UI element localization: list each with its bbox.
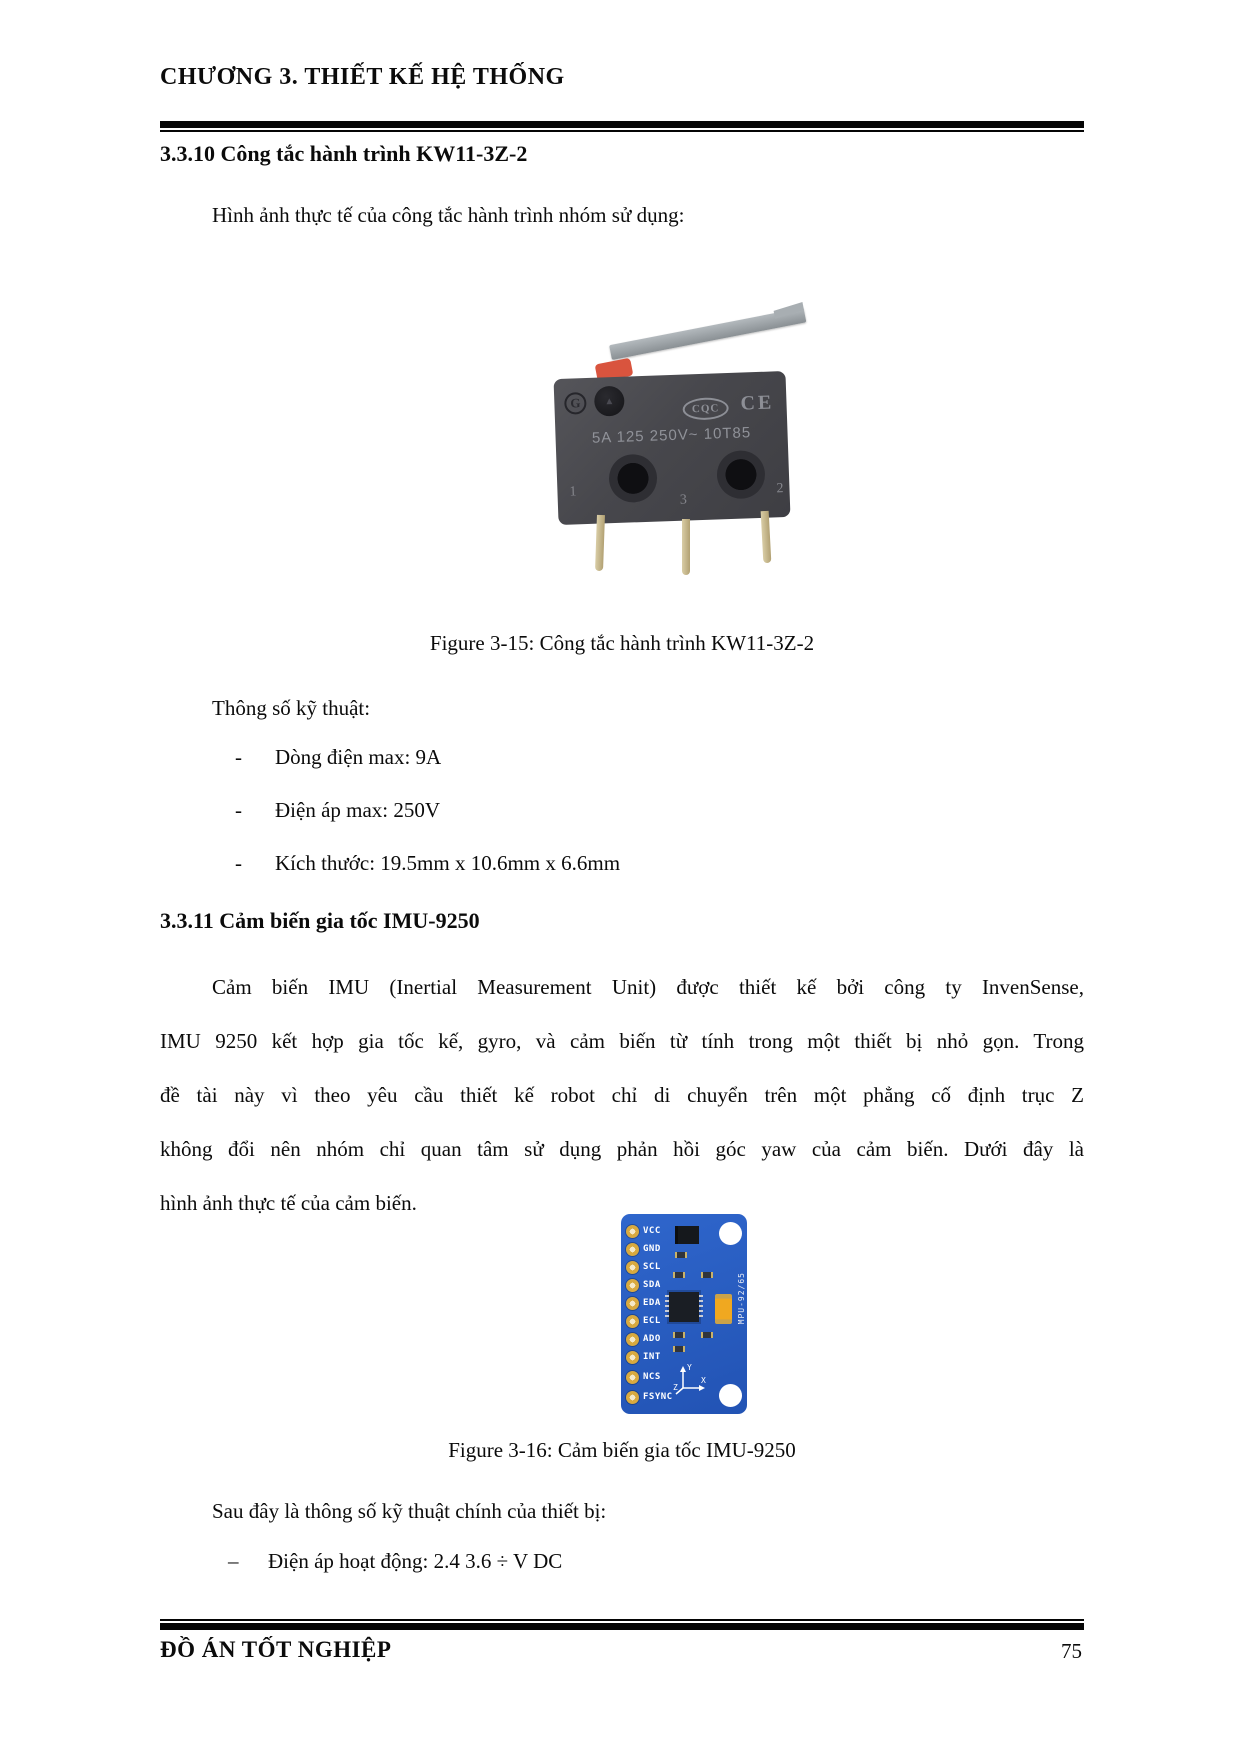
section-heading-3-3-11: 3.3.11 Cảm biến gia tốc IMU-9250 xyxy=(160,908,480,933)
imu-pin-row xyxy=(626,1296,661,1310)
solder-pad xyxy=(626,1351,639,1364)
spec-text: Kích thước: 19.5mm x 10.6mm x 6.6mm xyxy=(275,851,621,875)
mounting-hole xyxy=(719,1222,742,1245)
bullet-marker: - xyxy=(235,798,242,822)
figure-3-15-caption: Figure 3-15: Công tắc hành trình KW11-3Z-2 xyxy=(429,631,815,655)
figure-limit-switch-photo xyxy=(500,295,840,585)
paragraph-line: Cảm biến IMU (Inertial Measurement Unit) được thiết kế bởi công ty InvenSense, xyxy=(212,975,1084,999)
solder-pad xyxy=(626,1225,639,1238)
imu-pin-row xyxy=(626,1350,661,1364)
header-rule-thin xyxy=(160,130,1084,132)
switch-terminal-pin xyxy=(595,515,605,571)
paragraph-line: đề tài này vì theo yêu cầu thiết kế robot chỉ di chuyển trên một phẳng cố định trục Z xyxy=(160,1083,1084,1107)
ce-certification-mark: CE xyxy=(740,391,775,415)
switch-g-mark: G xyxy=(564,392,587,415)
smd-component xyxy=(673,1332,685,1338)
bullet-marker: - xyxy=(235,851,242,875)
solder-pad xyxy=(626,1243,639,1256)
pin-label: NCS xyxy=(643,1372,661,1382)
axis-label-y: Y xyxy=(687,1363,692,1372)
page-number: 75 xyxy=(1061,1639,1082,1663)
pin-label: VCC xyxy=(643,1226,661,1236)
footer-title: ĐỒ ÁN TỐT NGHIỆP xyxy=(160,1637,392,1662)
axis-orientation-icon xyxy=(673,1362,709,1396)
header-rule-thick xyxy=(160,121,1084,128)
pin-label: SDA xyxy=(643,1280,661,1290)
smd-component xyxy=(675,1252,687,1258)
switch-plunger-circle: ▲ xyxy=(594,386,625,417)
solder-pad xyxy=(626,1279,639,1292)
spec-text: Dòng điện max: 9A xyxy=(275,745,442,769)
axis-label-z: Z xyxy=(673,1383,678,1392)
smd-component xyxy=(701,1272,713,1278)
imu-description-paragraph xyxy=(160,975,1084,1245)
switch-terminal-number: 1 xyxy=(569,484,577,500)
switch-screw-hole xyxy=(608,454,658,504)
intro-text: Hình ảnh thực tế của công tắc hành trình nhóm sử dụng: xyxy=(212,203,685,227)
imu-specs-intro: Sau đây là thông số kỹ thuật chính của thiết bị: xyxy=(212,1499,607,1523)
switch-terminal-number: 2 xyxy=(776,481,784,497)
board-silkscreen-label: MPU-92/65 xyxy=(737,1272,746,1325)
section-heading-3-3-10: 3.3.10 Công tắc hành trình KW11-3Z-2 xyxy=(160,141,528,166)
chapter-header: CHƯƠNG 3. THIẾT KẾ HỆ THỐNG xyxy=(160,64,565,90)
imu-pin-row xyxy=(626,1260,661,1274)
switch-lever-arm xyxy=(609,307,806,360)
solder-pad xyxy=(626,1261,639,1274)
capacitor-component xyxy=(715,1294,732,1324)
spec-text: Điện áp max: 250V xyxy=(275,798,441,822)
solder-pad xyxy=(626,1315,639,1328)
pin-label: GND xyxy=(643,1244,661,1254)
bullet-marker: - xyxy=(235,745,242,769)
smd-component xyxy=(673,1346,685,1352)
solder-pad xyxy=(626,1371,639,1384)
cqc-certification-mark: CQC xyxy=(682,397,729,421)
pin-label: ADO xyxy=(643,1334,661,1344)
axis-label-x: X xyxy=(701,1376,706,1385)
switch-terminal-pin xyxy=(761,511,772,563)
imu-pin-row xyxy=(626,1314,661,1328)
spec-text: Điện áp hoạt động: 2.4 3.6 ÷ V DC xyxy=(268,1549,563,1573)
pin-label: EDA xyxy=(643,1298,661,1308)
pin-label: INT xyxy=(643,1352,661,1362)
imu-pin-row xyxy=(626,1224,661,1238)
pin-label: FSYNC xyxy=(643,1392,673,1402)
bullet-marker: – xyxy=(228,1549,239,1573)
switch-rating-text: 5A 125 250V~ 10T85 xyxy=(591,424,752,447)
regulator-ic xyxy=(675,1226,699,1244)
imu-pin-row xyxy=(626,1332,661,1346)
switch-terminal-pin xyxy=(682,519,690,575)
solder-pad xyxy=(626,1391,639,1404)
footer-rule-thick xyxy=(160,1623,1084,1630)
smd-component xyxy=(701,1332,713,1338)
figure-3-16-caption: Figure 3-16: Cảm biến gia tốc IMU-9250 xyxy=(448,1438,796,1462)
imu-pin-row xyxy=(626,1242,661,1256)
solder-pad xyxy=(626,1297,639,1310)
switch-body xyxy=(554,371,791,525)
paragraph-line: IMU 9250 kết hợp gia tốc kế, gyro, và cảm biến từ tính trong một thiết bị nhỏ gọn. Trong xyxy=(160,1029,1084,1053)
paragraph-line: hình ảnh thực tế của cảm biến. xyxy=(160,1191,417,1215)
switch-screw-hole xyxy=(716,450,766,500)
solder-pad xyxy=(626,1333,639,1346)
paragraph-line: không đổi nên nhóm chỉ quan tâm sử dụng phản hồi góc yaw của cảm biến. Dưới đây là xyxy=(160,1137,1084,1161)
figure-imu-board-photo xyxy=(621,1214,747,1414)
pin-label: SCL xyxy=(643,1262,661,1272)
mpu-chip xyxy=(669,1292,699,1322)
imu-pin-row xyxy=(626,1278,661,1292)
mounting-hole xyxy=(719,1384,742,1407)
header-rule xyxy=(160,121,1084,132)
footer-rule xyxy=(160,1619,1084,1630)
pin-label: ECL xyxy=(643,1316,661,1326)
switch-terminal-number: 3 xyxy=(679,492,688,508)
imu-pin-row xyxy=(626,1390,673,1404)
smd-component xyxy=(673,1272,685,1278)
specs-title: Thông số kỹ thuật: xyxy=(212,696,371,720)
imu-pin-row xyxy=(626,1370,661,1384)
